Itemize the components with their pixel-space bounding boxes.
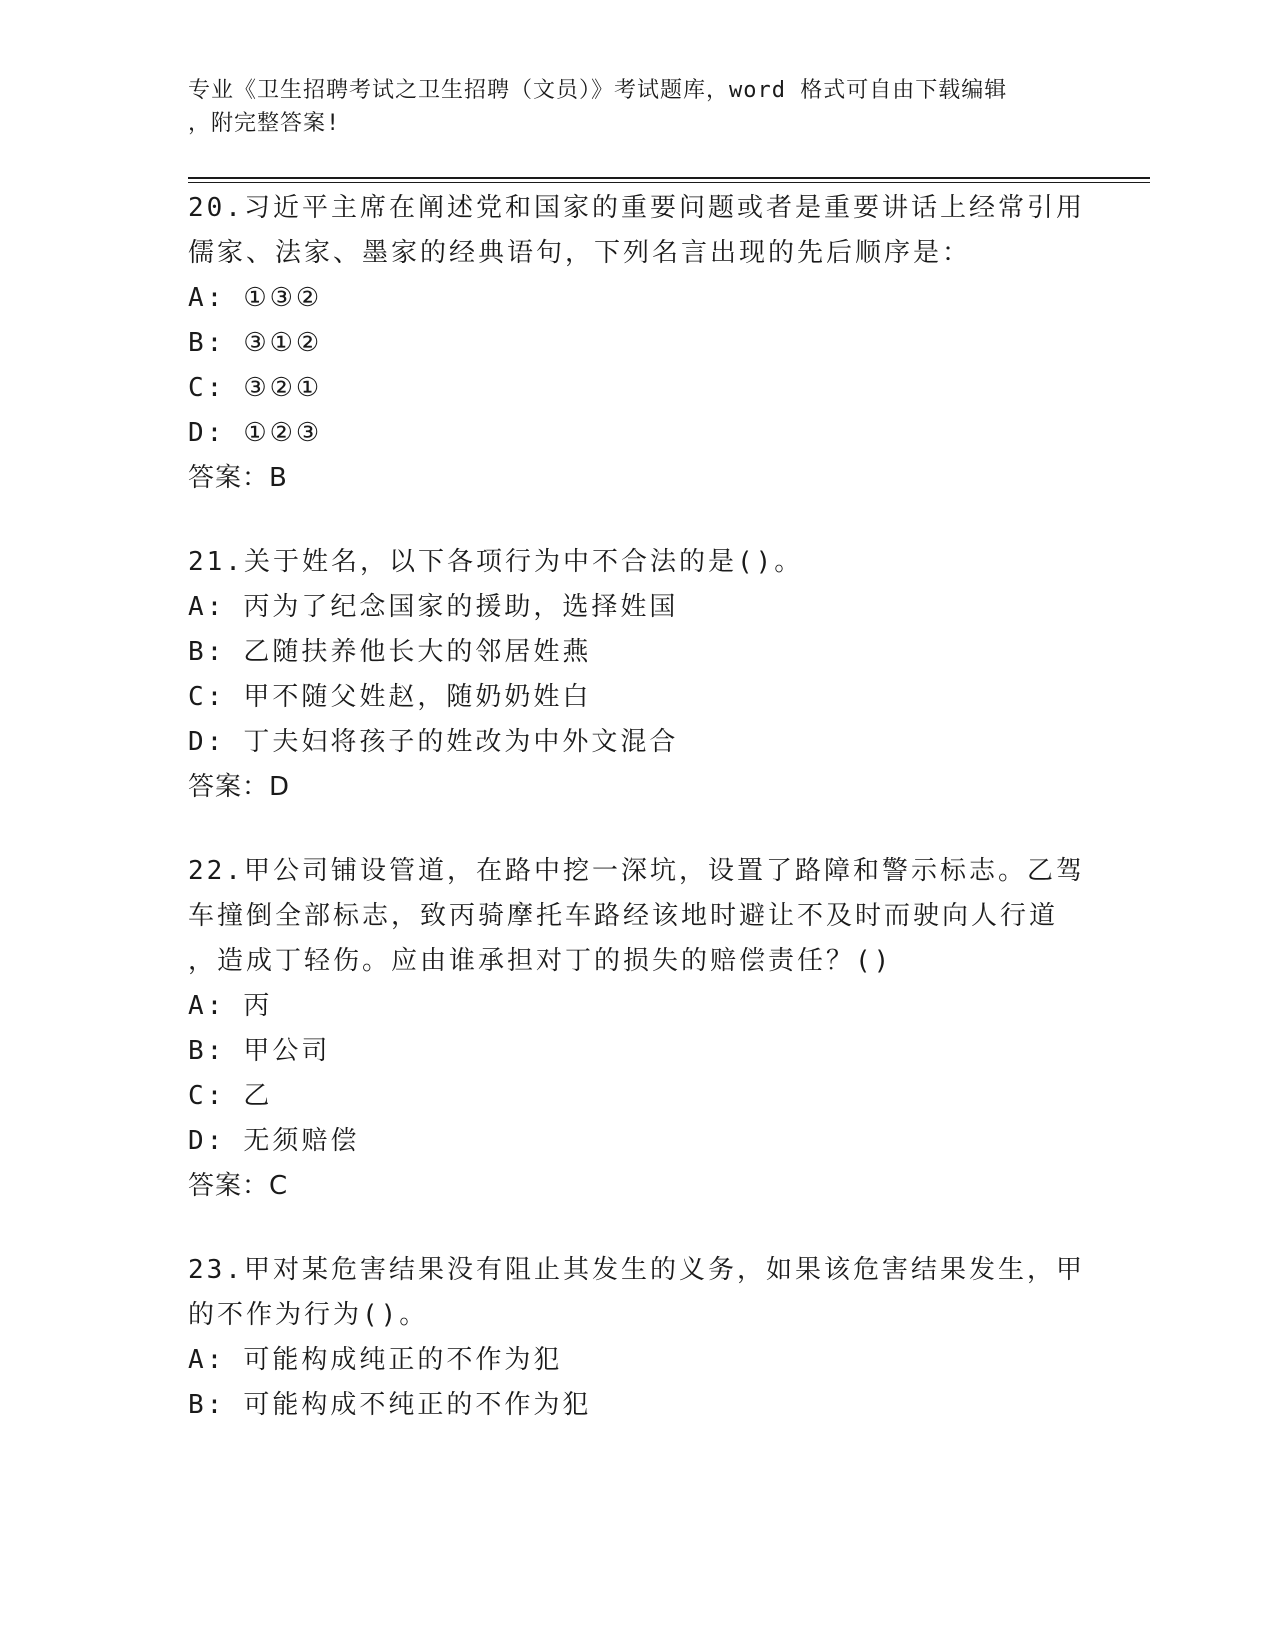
option-d: [188, 720, 1088, 765]
option-text: 甲公司: [243, 1036, 331, 1066]
option-text: 乙随扶养他长大的邻居姓燕: [243, 637, 592, 667]
question-text-line: 车撞倒全部标志，致丙骑摩托车路经该地时避让不及时而驶向人行道: [188, 901, 1059, 931]
document-header: [188, 74, 1068, 140]
header-line-2: ，附完整答案!: [188, 111, 341, 136]
question-text-line: 儒家、法家、墨家的经典语句，下列名言出现的先后顺序是：: [188, 238, 972, 268]
question-22: [188, 849, 1088, 1209]
option-text: 可能构成纯正的不作为犯: [243, 1345, 563, 1375]
option-text: ③①②: [243, 328, 323, 358]
option-text: 甲不随父姓赵，随奶奶姓白: [243, 682, 592, 712]
option-key: A:: [188, 991, 226, 1021]
question-23: [188, 1248, 1088, 1428]
option-text: 可能构成不纯正的不作为犯: [243, 1390, 592, 1420]
answer-line: 答案：B: [188, 463, 288, 493]
option-c: [188, 366, 1088, 411]
option-b: [188, 321, 1088, 366]
option-text: 丙为了纪念国家的援助，选择姓国: [243, 592, 679, 622]
option-a: [188, 276, 1088, 321]
option-a: [188, 1338, 1088, 1383]
option-text: 丁夫妇将孩子的姓改为中外文混合: [243, 727, 679, 757]
option-key: D:: [188, 418, 226, 448]
option-key: B:: [188, 1036, 226, 1066]
option-text: ①③②: [243, 283, 323, 313]
option-d: [188, 411, 1088, 456]
option-b: [188, 1029, 1088, 1074]
option-text: 无须赔偿: [243, 1126, 360, 1156]
question-text-line: 21.关于姓名，以下各项行为中不合法的是()。: [188, 547, 804, 577]
option-key: A:: [188, 1345, 226, 1375]
option-text: ①②③: [243, 418, 323, 448]
option-key: D:: [188, 727, 226, 757]
option-key: C:: [188, 373, 226, 403]
option-key: B:: [188, 1390, 226, 1420]
question-text-line: 的不作为行为()。: [188, 1300, 429, 1330]
option-key: B:: [188, 328, 226, 358]
question-text-line: 20.习近平主席在阐述党和国家的重要问题或者是重要讲话上经常引用: [188, 193, 1085, 223]
option-b: [188, 1383, 1088, 1428]
question-list: [188, 186, 1088, 1467]
option-text: 丙: [243, 991, 273, 1021]
option-text: ③②①: [243, 373, 323, 403]
question-21: [188, 540, 1088, 810]
answer-line: 答案：C: [188, 1171, 289, 1201]
option-key: A:: [188, 592, 226, 622]
answer-line: 答案：D: [188, 772, 291, 802]
option-key: B:: [188, 637, 226, 667]
option-a: [188, 984, 1088, 1029]
option-c: [188, 1074, 1088, 1119]
question-text-line: 22.甲公司铺设管道，在路中挖一深坑，设置了路障和警示标志。乙驾: [188, 856, 1085, 886]
question-text-line: ，造成丁轻伤。应由谁承担对丁的损失的赔偿责任？(): [188, 946, 893, 976]
option-key: D:: [188, 1126, 226, 1156]
option-key: C:: [188, 682, 226, 712]
question-20: [188, 186, 1088, 501]
option-b: [188, 630, 1088, 675]
option-text: 乙: [243, 1081, 273, 1111]
header-line-1: 专业《卫生招聘考试之卫生招聘（文员）》考试题库，word 格式可自由下载编辑: [188, 78, 1008, 103]
option-a: [188, 585, 1088, 630]
question-text-line: 23.甲对某危害结果没有阻止其发生的义务，如果该危害结果发生，甲: [188, 1255, 1085, 1285]
header-rule-thick: [188, 177, 1150, 179]
option-d: [188, 1119, 1088, 1164]
option-key: A:: [188, 283, 226, 313]
header-rule-thin: [188, 182, 1150, 183]
option-key: C:: [188, 1081, 226, 1111]
option-c: [188, 675, 1088, 720]
